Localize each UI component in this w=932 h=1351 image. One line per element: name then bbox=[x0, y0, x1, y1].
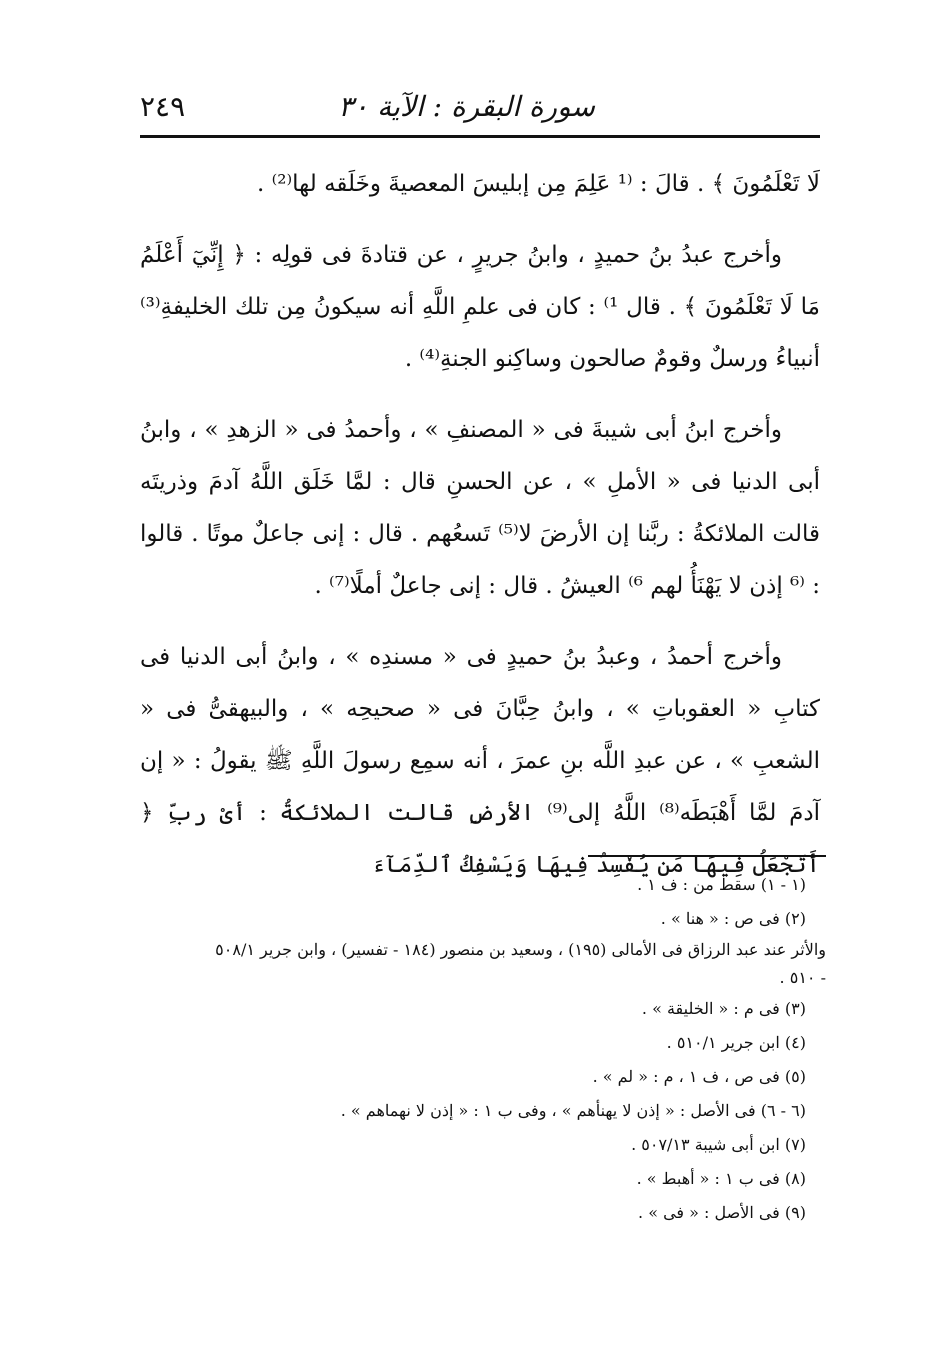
footnote-6: (٦ - ٦) فى الأصل : « إذن لا يهنأهم » ، وفى ب ١ : « إذن لا نهماهم » . bbox=[340, 1101, 806, 1120]
footnote-1: (١ - ١) سقط من : ف ١ . bbox=[637, 875, 806, 894]
page-number: ٢٤٩ bbox=[140, 90, 186, 123]
footnote-5: (٥) فى ص ، ف ١ ، م : « لم » . bbox=[592, 1067, 806, 1086]
footnote-4: (٤) ابن جرير ٥١٠/١ . bbox=[666, 1033, 806, 1052]
main-text bbox=[140, 158, 820, 910]
footnote-9: (٩) فى الأصل : « فى » . bbox=[638, 1203, 806, 1222]
paragraph-3: وأخرج ابنُ أبى شيبةَ فى « المصنفِ » ، وأحمدُ فى « الزهدِ » ، وابنُ أبى الدنيا فى « الأملِ » ، عن الحسنِ قال : لمَّا خَلَق اللَّهُ آدمَ وذريتَه قالت الملائكةُ : ربَّنا إن الأرضَ لا⁽⁵⁾ تَسعُهم . قال : إنى جاعلٌ موتًا . قالوا : ⁽⁶ إذن لا يَهْنَأُ لهم ⁶⁾ العيشُ . قال : إنى جاعلٌ أملًا⁽⁷⁾ . bbox=[140, 417, 820, 599]
footnote-2: (٢) فى ص : « هنا » . bbox=[660, 909, 806, 928]
footnote-2-continuation: والأثر عند عبد الرزاق فى الأمالى (١٩٥) ، وسعيد بن منصور (١٨٤ - تفسير) ، وابن جرير ٥٠٨/١ bbox=[215, 940, 826, 959]
page-header bbox=[140, 90, 820, 130]
footnotes bbox=[140, 868, 826, 1230]
paragraph-4: وأخرج أحمدُ ، وعبدُ بنُ حميدٍ فى « مسندِه » ، وابنُ أبى الدنيا فى كتابِ « العقوباتِ » ، وابنُ حِبَّانَ فى « صحيحِه » ، والبيهقىُّ فى « الشعبِ » ، عن عبدِ اللَّه بنِ عمرَ ، أنه سمِع رسولَ اللَّهِ ﷺ يقولُ : « إن آدمَ لمَّا أَهْبَطَه⁽⁸⁾ اللَّهُ إلى⁽⁹⁾ الأرضِ قالت الملائكةُ : أىْ ربِّ ﴿ أَتَجْعَلُ فِيهَا مَن يُفْسِدُ فِيهَا وَيَسْفِكُ ٱلدِّمَآءَ bbox=[140, 644, 820, 878]
footnote-rule bbox=[588, 855, 826, 857]
footnote-2-continuation-end: - ٥١٠ . bbox=[779, 968, 826, 987]
footnote-8: (٨) فى ب ١ : « أهبط » . bbox=[636, 1169, 806, 1188]
footnote-7: (٧) ابن أبى شيبة ٥٠٧/١٣ . bbox=[631, 1135, 806, 1154]
paragraph-2: وأخرج عبدُ بنُ حميدٍ ، وابنُ جريرٍ ، عن قتادةَ فى قولِه : ﴿ إِنِّيٓ أَعْلَمُ مَا لَا تَعْلَمُونَ ﴾ . قال ¹⁾ : كان فى علمِ اللَّهِ أنه سيكونُ مِن تلك الخليفةِ⁽³⁾ أنبياءُ ورسلٌ وقومٌ صالحون وساكِنو الجنةِ⁽⁴⁾ . bbox=[140, 242, 820, 372]
running-title: سورة البقرة : الآية ٣٠ bbox=[338, 90, 595, 123]
footnote-3: (٣) فى م : « الخليقة » . bbox=[641, 999, 806, 1018]
paragraph-1: لَا تَعْلَمُونَ ﴾ . قالَ : ⁽¹ عَلِمَ مِن إبليسَ المعصيةَ وخَلَقه لها⁽²⁾ . bbox=[256, 171, 820, 197]
header-rule bbox=[140, 135, 820, 138]
